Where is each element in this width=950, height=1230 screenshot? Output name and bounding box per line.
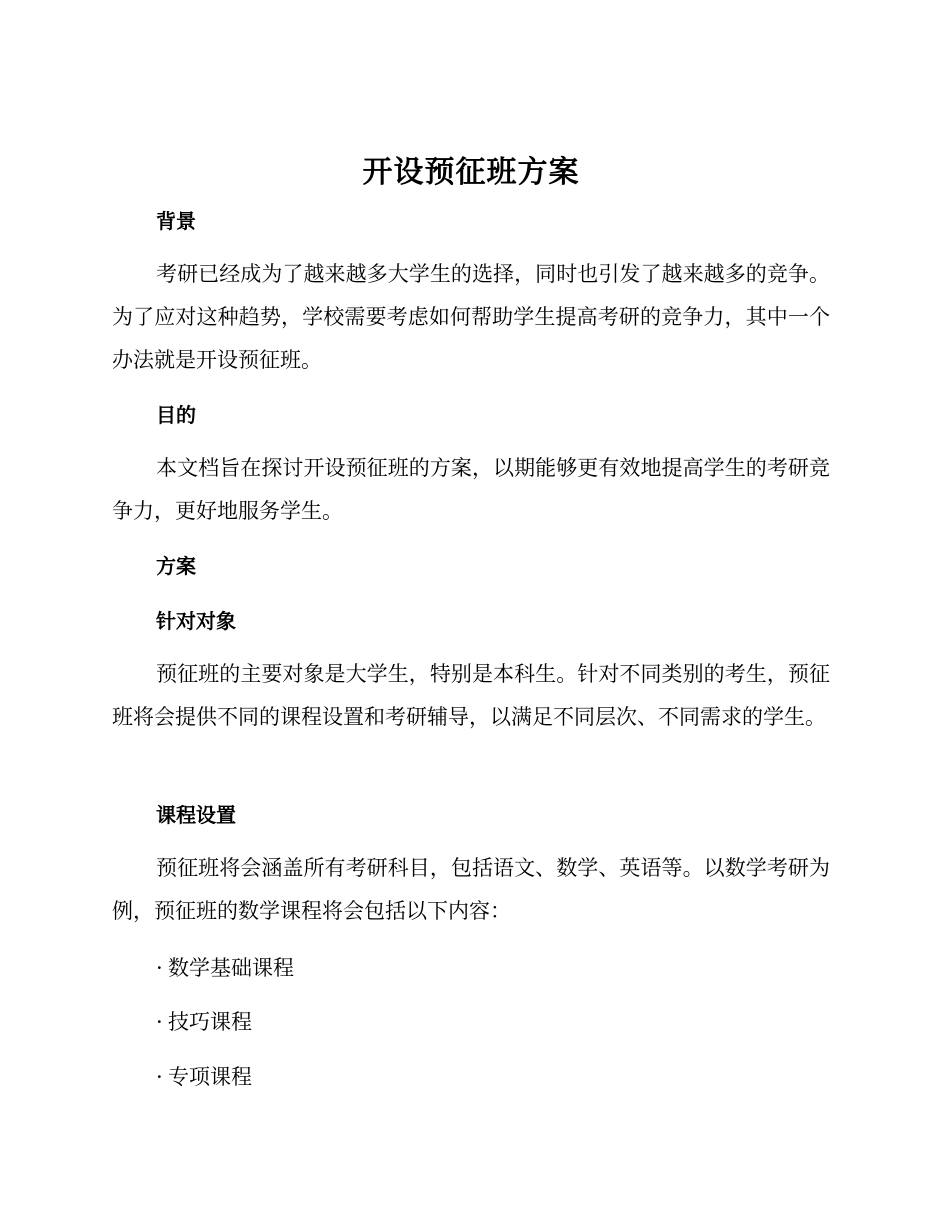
heading-purpose: 目的 [156, 403, 196, 427]
heading-background: 背景 [156, 209, 196, 233]
paragraph-target: 预征班的主要对象是大学生，特别是本科生。针对不同类别的考生，预征班将会提供不同的课程设置和考研辅导，以满足不同层次、不同需求的学生。 [112, 662, 830, 729]
list-item-text: 专项课程 [168, 1065, 252, 1089]
bullet-symbol: · [156, 956, 163, 980]
list-item [156, 1007, 252, 1037]
list-item-text: 数学基础课程 [168, 956, 294, 980]
paragraph-courses: 预征班将会涵盖所有考研科目，包括语文、数学、英语等。以数学考研为例，预征班的数学课程将会包括以下内容： [112, 856, 830, 923]
list-item [156, 1062, 252, 1092]
document-title: 开设预征班方案 [362, 155, 580, 190]
paragraph-purpose: 本文档旨在探讨开设预征班的方案，以期能够更有效地提高学生的考研竞争力，更好地服务学生。 [112, 456, 830, 523]
list-item-text: 技巧课程 [168, 1010, 252, 1034]
heading-target: 针对对象 [156, 609, 236, 633]
bullet-symbol: · [156, 1065, 163, 1089]
heading-courses: 课程设置 [156, 803, 236, 827]
list-item [156, 953, 294, 983]
heading-plan: 方案 [156, 554, 196, 578]
paragraph-background: 考研已经成为了越来越多大学生的选择，同时也引发了越来越多的竞争。为了应对这种趋势，学校需要考虑如何帮助学生提高考研的竞争力，其中一个办法就是开设预征班。 [112, 262, 830, 372]
bullet-symbol: · [156, 1010, 163, 1034]
